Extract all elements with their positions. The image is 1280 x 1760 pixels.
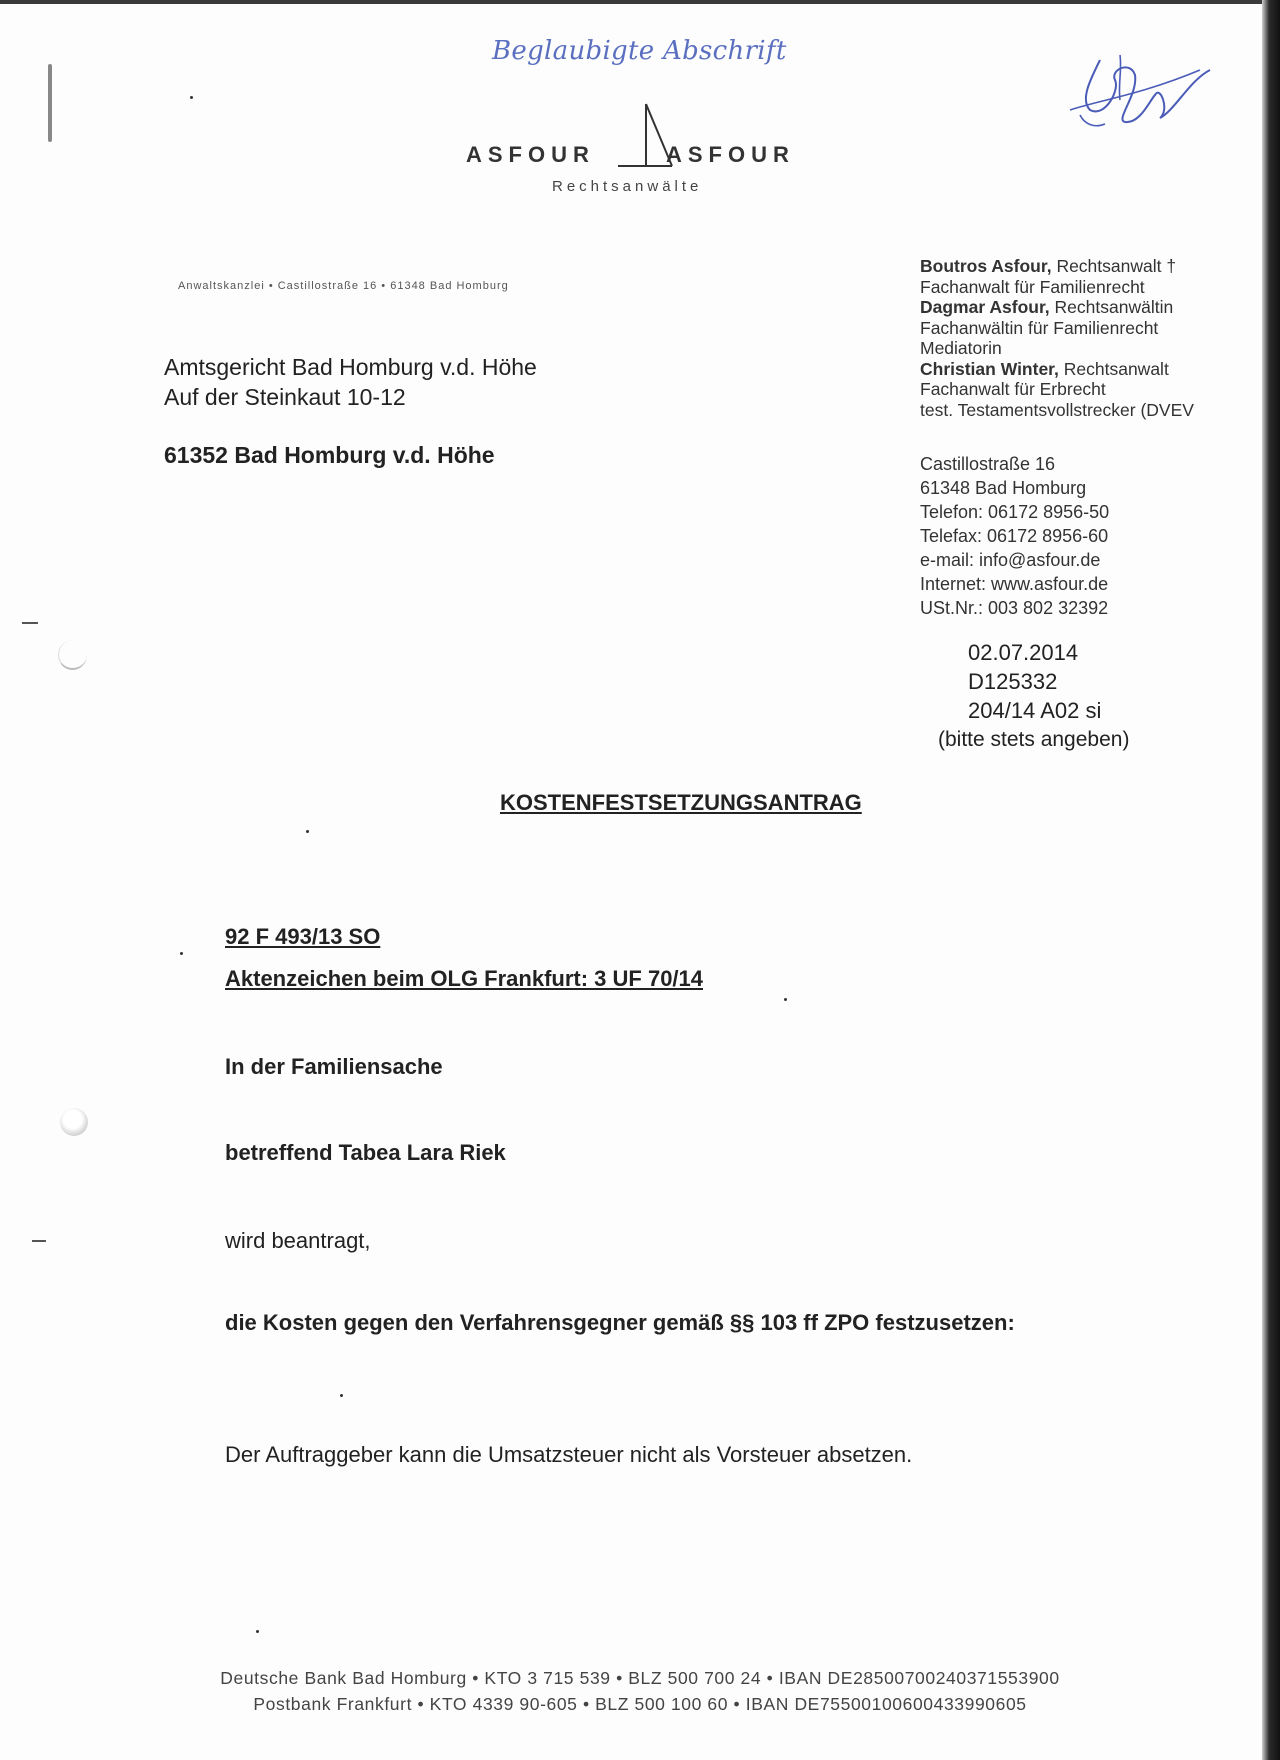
speck — [340, 1394, 343, 1397]
lawyer-list — [920, 256, 1240, 420]
lawyer-specialty: Mediatorin — [920, 338, 1002, 358]
speck — [306, 830, 309, 833]
reference-note: (bitte stets angeben) — [938, 728, 1130, 751]
logo-word-right: ASFOUR — [666, 142, 795, 167]
lawyer-title: Rechtsanwalt — [1058, 358, 1169, 379]
punch-hole-middle — [60, 1108, 88, 1136]
contact-internet: Internet: www.asfour.de — [920, 574, 1109, 594]
lawyer-entry — [920, 359, 1240, 380]
file-reference: 204/14 A02 si — [968, 698, 1102, 723]
contact-email: e-mail: info@asfour.de — [920, 550, 1101, 570]
lawyer-title: Rechtsanwältin — [1049, 297, 1174, 317]
bank-details-line-2: Postbank Frankfurt • KTO 4339 90-605 • BLZ 500 100 60 • IBAN DE75500100600433990605 — [253, 1694, 1027, 1714]
scan-edge-top — [0, 0, 1280, 4]
lawyer-entry — [920, 297, 1240, 318]
lawyer-name: Boutros Asfour, — [920, 256, 1052, 276]
lawyer-specialty: Fachanwalt für Familienrecht — [920, 276, 1145, 297]
lawyer-name: Christian Winter, — [920, 358, 1059, 379]
staple-mark — [48, 64, 52, 142]
request-line: wird beantragt, — [225, 1228, 371, 1253]
family-matter-line: In der Familiensache — [225, 1054, 443, 1079]
sender-return-address: Anwaltskanzlei • Castillostraße 16 • 61348 Bad Homburg — [178, 280, 509, 292]
logo-word-left: ASFOUR — [466, 142, 595, 167]
punch-hole-top — [58, 640, 87, 670]
firm-contact-block — [920, 452, 1109, 620]
document-title: KOSTENFESTSETZUNGSANTRAG — [500, 790, 862, 815]
contact-street: Castillostraße 16 — [920, 454, 1056, 474]
contact-phone: Telefon: 06172 8956-50 — [920, 502, 1110, 522]
recipient-line-2: Auf der Steinkaut 10-12 — [164, 384, 406, 410]
concerning-line: betreffend Tabea Lara Riek — [225, 1140, 506, 1165]
olg-reference: Aktenzeichen beim OLG Frankfurt: 3 UF 70/14 — [225, 966, 704, 991]
scan-edge-right — [1262, 0, 1280, 1760]
lawyer-specialty: test. Testamentsvollstrecker (DVEV — [920, 399, 1194, 420]
firm-logo — [466, 100, 806, 200]
speck — [784, 998, 787, 1001]
speck — [180, 952, 183, 955]
vat-statement: Der Auftraggeber kann die Umsatzsteuer nicht als Vorsteuer absetzen. — [225, 1442, 913, 1467]
lawyer-entry — [920, 256, 1240, 277]
letter-date: 02.07.2014 — [968, 640, 1079, 665]
contact-fax: Telefax: 06172 8956-60 — [920, 526, 1109, 546]
recipient-city: 61352 Bad Homburg v.d. Höhe — [164, 442, 495, 468]
contact-city: 61348 Bad Homburg — [920, 478, 1087, 498]
fold-mark-top — [22, 622, 38, 624]
case-number: 92 F 493/13 SO — [225, 924, 381, 949]
reference-block — [938, 638, 1130, 754]
lawyer-title: Rechtsanwalt † — [1051, 256, 1177, 276]
lawyer-specialty: Fachanwältin für Familienrecht — [920, 317, 1159, 338]
lawyer-specialty: Fachanwalt für Erbrecht — [920, 379, 1106, 399]
reference-id: D125332 — [968, 669, 1058, 694]
recipient-line-1: Amtsgericht Bad Homburg v.d. Höhe — [164, 354, 537, 380]
contact-vat: USt.Nr.: 003 802 32392 — [920, 598, 1109, 618]
logo-subtitle: Rechtsanwälte — [552, 178, 703, 195]
cost-assessment-request: die Kosten gegen den Verfahrensgegner gemäß §§ 103 ff ZPO festzusetzen: — [225, 1310, 1015, 1335]
fold-mark-bottom — [32, 1240, 46, 1242]
certified-copy-stamp: Beglaubigte Abschrift — [492, 36, 787, 66]
lawyer-name: Dagmar Asfour, — [920, 297, 1050, 317]
speck — [256, 1630, 259, 1633]
speck — [190, 96, 193, 99]
bank-details-line-1: Deutsche Bank Bad Homburg • KTO 3 715 539 • BLZ 500 700 24 • IBAN DE28500700240371553900 — [220, 1668, 1060, 1688]
handwritten-signature — [1060, 40, 1220, 140]
